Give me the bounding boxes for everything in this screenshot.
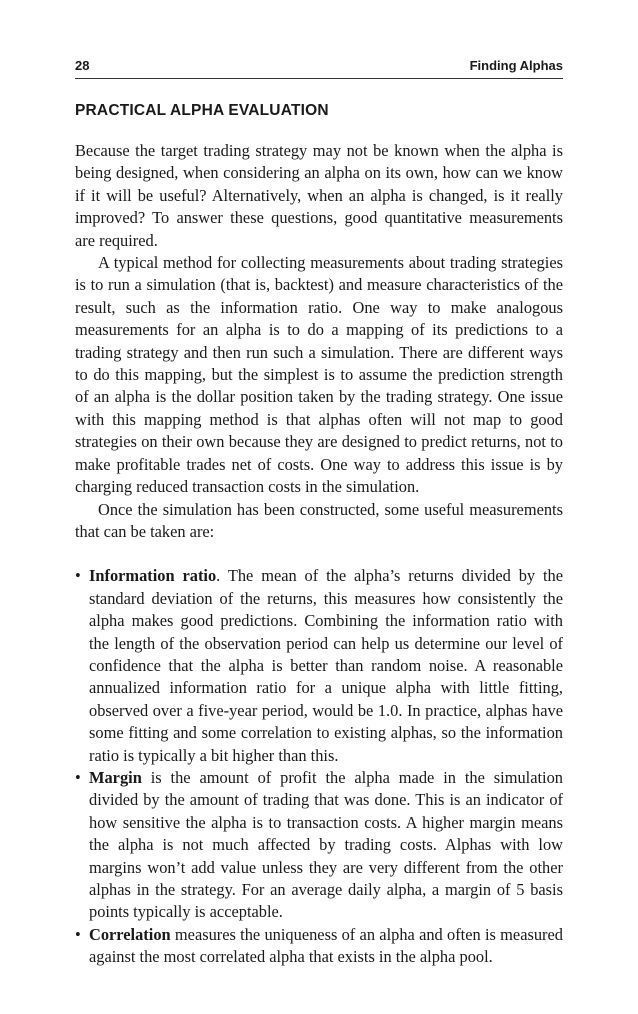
- bullet-icon: •: [75, 566, 81, 586]
- measurement-list: [75, 565, 563, 968]
- term-information-ratio: Information ratio: [89, 566, 217, 586]
- definition-margin: is the amount of profit the alpha made in the simulation divided by the amount of trading that was done. This is an indicator of how sensitive the alpha is to transaction costs. A higher margin means the alpha is not much affected by trading costs. Alphas with low margins won’t add value unless they are very different from the other alphas in the strategy. For an average daily alpha, a margin of 5 basis points typically is acceptable.: [89, 767, 563, 922]
- page-number: 28: [75, 58, 90, 73]
- bullet-icon: •: [75, 924, 81, 944]
- book-page: [75, 58, 563, 969]
- chapter-title: Finding Alphas: [469, 58, 563, 73]
- bullet-icon: •: [75, 767, 81, 787]
- running-header: [75, 58, 563, 79]
- definition-information-ratio: . The mean of the alpha’s returns divided by the standard deviation of the returns, this measures how consistently the alpha makes good predictions. Combining the information ratio with the length of the observation period can help us determine our level of confidence that the alpha is better than random noise. A reasonable annualized information ratio for a unique alpha with little fitting, observed over a five-year period, would be 1.0. In practice, alphas have some fitting and some correlation to existing alphas, so the information ratio is typically a bit higher than this.: [89, 566, 563, 765]
- definition-correlation: measures the uniqueness of an alpha and often is measured against the most correlated alpha that exists in the alpha pool.: [89, 924, 563, 967]
- list-item-information-ratio: [75, 565, 563, 767]
- paragraph-intro: Because the target trading strategy may not be known when the alpha is being designed, when considering an alpha on its own, how can we know if it will be useful? Alternatively, when an alpha is changed, is it really improved? To answer these questions, good quantitative measurements are required.: [75, 141, 563, 250]
- list-item-margin: [75, 767, 563, 924]
- paragraph-measurements-lead: Once the simulation has been constructed, some useful measurements that can be taken are:: [75, 499, 563, 541]
- paragraph-simulation-method: A typical method for collecting measurements about trading strategies is to run a simulation (that is, backtest) and measure characteristics of the result, such as the information ratio. One way to make analogous measurements for an alpha is to do a mapping of its predictions to a trading strategy and then run such a simulation. There are different ways to do this mapping, but the simplest is to assume the prediction strength of an alpha is the dollar position taken by the trading strategy. One issue with this mapping method is that alphas often will not map to good strategies on their own because they are designed to predict returns, not to make profitable trades net of costs. One way to address this issue is by charging reduced transaction costs in the simulation.: [75, 253, 563, 497]
- body-text: [75, 140, 563, 969]
- list-item-correlation: [75, 924, 563, 969]
- term-margin: Margin: [89, 767, 142, 787]
- term-correlation: Correlation: [89, 924, 171, 944]
- section-heading: PRACTICAL ALPHA EVALUATION: [75, 102, 329, 119]
